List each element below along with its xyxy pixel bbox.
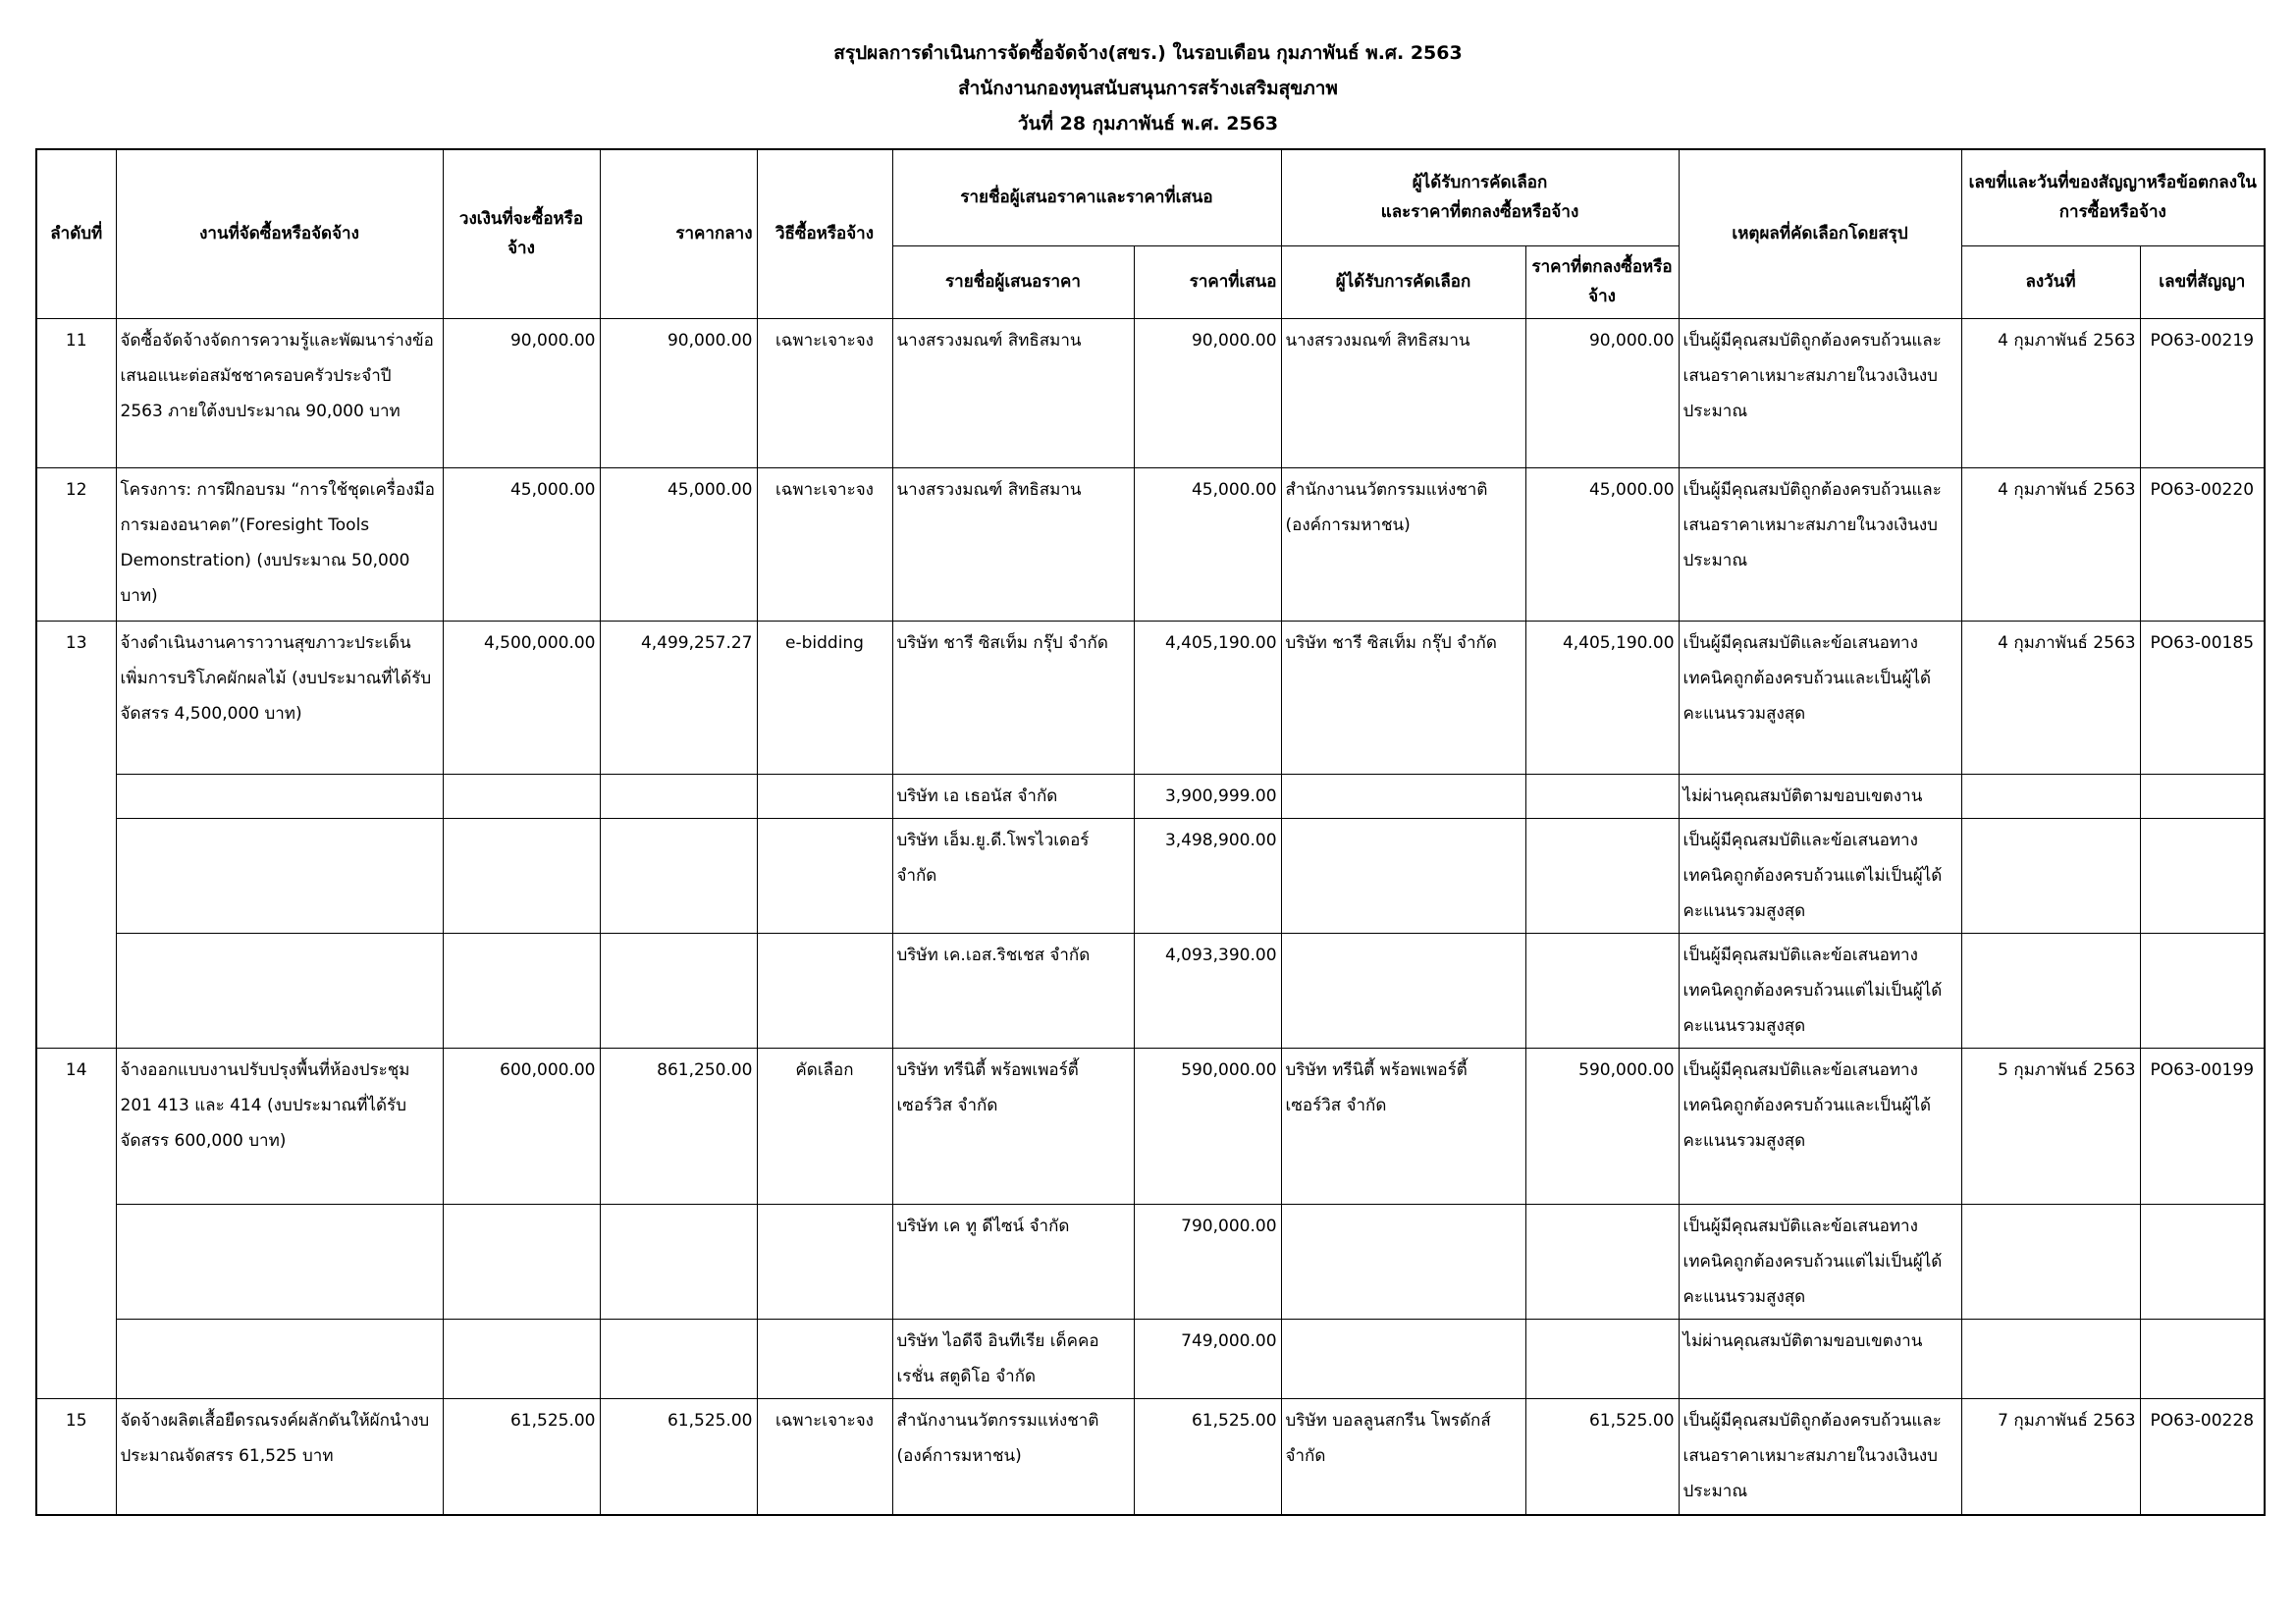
header-contract-no: เลขที่สัญญา xyxy=(2140,245,2265,318)
cell-contract xyxy=(2140,1204,2265,1319)
cell-agreed xyxy=(1525,774,1679,818)
cell-no xyxy=(36,818,116,933)
cell-selected: บริษัท ชารี ซิสเท็ม กรุ๊ป จำกัด xyxy=(1281,621,1525,774)
document-header xyxy=(0,35,2296,141)
cell-bid: 790,000.00 xyxy=(1134,1204,1281,1319)
cell-reason: เป็นผู้มีคุณสมบัติและข้อเสนอทางเทคนิคถูกต้องครบถ้วนแต่ไม่เป็นผู้ได้คะแนนรวมสูงสุด xyxy=(1679,933,1961,1048)
cell-bidder: บริษัท ทรีนิตี้ พร้อพเพอร์ตี้ เซอร์วิส จำกัด xyxy=(892,1048,1134,1204)
cell-reason: เป็นผู้มีคุณสมบัติถูกต้องครบถ้วนและเสนอราคาเหมาะสมภายในวงเงินงบประมาณ xyxy=(1679,1398,1961,1515)
cell-budget xyxy=(443,1204,600,1319)
table-row xyxy=(36,621,2265,774)
cell-bidder: บริษัท เค ทู ดีไซน์ จำกัด xyxy=(892,1204,1134,1319)
cell-median xyxy=(600,1319,757,1398)
cell-budget xyxy=(443,1319,600,1398)
cell-reason: เป็นผู้มีคุณสมบัติถูกต้องครบถ้วนและเสนอราคาเหมาะสมภายในวงเงินงบประมาณ xyxy=(1679,467,1961,621)
cell-selected xyxy=(1281,774,1525,818)
table-row xyxy=(36,1398,2265,1515)
cell-median xyxy=(600,933,757,1048)
procurement-table xyxy=(35,148,2266,1516)
cell-method: เฉพาะเจาะจง xyxy=(757,467,892,621)
header-work: งานที่จัดซื้อหรือจัดจ้าง xyxy=(116,149,443,318)
table-row xyxy=(36,1319,2265,1398)
cell-median: 45,000.00 xyxy=(600,467,757,621)
cell-agreed xyxy=(1525,933,1679,1048)
table-row xyxy=(36,318,2265,467)
cell-bidder: นางสรวงมณฑ์ สิทธิสมาน xyxy=(892,467,1134,621)
cell-method xyxy=(757,774,892,818)
cell-work: จัดซื้อจัดจ้างจัดการความรู้และพัฒนาร่างข้อเสนอแนะต่อสมัชชาครอบครัวประจำปี 2563 ภายใต้งบประมาณ 90,000 บาท xyxy=(116,318,443,467)
document-title: สรุปผลการดำเนินการจัดซื้อจัดจ้าง(สขร.) ในรอบเดือน กุมภาพันธ์ พ.ศ. 2563 xyxy=(833,42,1463,64)
cell-reason: เป็นผู้มีคุณสมบัติและข้อเสนอทางเทคนิคถูกต้องครบถ้วนและเป็นผู้ได้คะแนนรวมสูงสุด xyxy=(1679,1048,1961,1204)
cell-method: คัดเลือก xyxy=(757,1048,892,1204)
cell-median xyxy=(600,774,757,818)
cell-contract: PO63-00228 xyxy=(2140,1398,2265,1515)
cell-contract: PO63-00219 xyxy=(2140,318,2265,467)
cell-method xyxy=(757,933,892,1048)
cell-date: 7 กุมภาพันธ์ 2563 xyxy=(1961,1398,2140,1515)
cell-method xyxy=(757,1319,892,1398)
cell-date: 4 กุมภาพันธ์ 2563 xyxy=(1961,318,2140,467)
cell-agreed: 45,000.00 xyxy=(1525,467,1679,621)
document-date: วันที่ 28 กุมภาพันธ์ พ.ศ. 2563 xyxy=(1017,113,1279,135)
table-header xyxy=(36,149,2265,318)
cell-bidder: บริษัท เอ็ม.ยู.ดี.โพรไวเดอร์ จำกัด xyxy=(892,818,1134,933)
cell-bid: 4,405,190.00 xyxy=(1134,621,1281,774)
cell-median: 61,525.00 xyxy=(600,1398,757,1515)
cell-bidder: สำนักงานนวัตกรรมแห่งชาติ (องค์การมหาชน) xyxy=(892,1398,1134,1515)
organization-name: สำนักงานกองทุนสนับสนุนการสร้างเสริมสุขภาพ xyxy=(958,78,1338,99)
cell-date xyxy=(1961,1319,2140,1398)
cell-contract xyxy=(2140,1319,2265,1398)
cell-reason: เป็นผู้มีคุณสมบัติและข้อเสนอทางเทคนิคถูกต้องครบถ้วนและเป็นผู้ได้คะแนนรวมสูงสุด xyxy=(1679,621,1961,774)
cell-date xyxy=(1961,774,2140,818)
cell-median: 861,250.00 xyxy=(600,1048,757,1204)
cell-contract: PO63-00220 xyxy=(2140,467,2265,621)
header-method: วิธีซื้อหรือจ้าง xyxy=(757,149,892,318)
cell-contract: PO63-00199 xyxy=(2140,1048,2265,1204)
cell-bidder: บริษัท ชารี ซิสเท็ม กรุ๊ป จำกัด xyxy=(892,621,1134,774)
cell-date: 5 กุมภาพันธ์ 2563 xyxy=(1961,1048,2140,1204)
cell-method: e-bidding xyxy=(757,621,892,774)
cell-agreed xyxy=(1525,1204,1679,1319)
cell-reason: เป็นผู้มีคุณสมบัติและข้อเสนอทางเทคนิคถูกต้องครบถ้วนแต่ไม่เป็นผู้ได้คะแนนรวมสูงสุด xyxy=(1679,1204,1961,1319)
header-contract-group: เลขที่และวันที่ของสัญญาหรือข้อตกลงในการซื้อหรือจ้าง xyxy=(1961,149,2265,245)
cell-agreed xyxy=(1525,1319,1679,1398)
cell-bidder: นางสรวงมณฑ์ สิทธิสมาน xyxy=(892,318,1134,467)
cell-work: จัดจ้างผลิตเสื้อยืดรณรงค์ผลักดันให้ผักนำงบประมาณจัดสรร 61,525 บาท xyxy=(116,1398,443,1515)
cell-budget: 90,000.00 xyxy=(443,318,600,467)
procurement-table-container xyxy=(35,148,2264,1516)
cell-method: เฉพาะเจาะจง xyxy=(757,318,892,467)
cell-selected: นางสรวงมณฑ์ สิทธิสมาน xyxy=(1281,318,1525,467)
cell-work xyxy=(116,774,443,818)
table-row xyxy=(36,933,2265,1048)
cell-agreed: 90,000.00 xyxy=(1525,318,1679,467)
table-row xyxy=(36,1048,2265,1204)
cell-bid: 3,498,900.00 xyxy=(1134,818,1281,933)
cell-selected: สำนักงานนวัตกรรมแห่งชาติ (องค์การมหาชน) xyxy=(1281,467,1525,621)
cell-budget: 4,500,000.00 xyxy=(443,621,600,774)
cell-no: 12 xyxy=(36,467,116,621)
cell-budget: 45,000.00 xyxy=(443,467,600,621)
cell-method xyxy=(757,1204,892,1319)
header-selected-name: ผู้ได้รับการคัดเลือก xyxy=(1281,245,1525,318)
cell-bid: 749,000.00 xyxy=(1134,1319,1281,1398)
cell-agreed xyxy=(1525,818,1679,933)
cell-median xyxy=(600,1204,757,1319)
cell-no: 11 xyxy=(36,318,116,467)
header-median: ราคากลาง xyxy=(600,149,757,318)
table-row xyxy=(36,1204,2265,1319)
cell-work xyxy=(116,933,443,1048)
cell-selected xyxy=(1281,818,1525,933)
cell-contract: PO63-00185 xyxy=(2140,621,2265,774)
cell-date: 4 กุมภาพันธ์ 2563 xyxy=(1961,621,2140,774)
cell-work xyxy=(116,1204,443,1319)
table-row xyxy=(36,818,2265,933)
cell-no xyxy=(36,1319,116,1398)
cell-reason: เป็นผู้มีคุณสมบัติและข้อเสนอทางเทคนิคถูกต้องครบถ้วนแต่ไม่เป็นผู้ได้คะแนนรวมสูงสุด xyxy=(1679,818,1961,933)
cell-median xyxy=(600,818,757,933)
header-bid-price: ราคาที่เสนอ xyxy=(1134,245,1281,318)
cell-work xyxy=(116,818,443,933)
cell-bid: 45,000.00 xyxy=(1134,467,1281,621)
cell-bid: 4,093,390.00 xyxy=(1134,933,1281,1048)
cell-no xyxy=(36,774,116,818)
cell-selected: บริษัท บอลลูนสกรีน โพรดักส์ จำกัด xyxy=(1281,1398,1525,1515)
cell-reason: ไม่ผ่านคุณสมบัติตามขอบเขตงาน xyxy=(1679,774,1961,818)
cell-method: เฉพาะเจาะจง xyxy=(757,1398,892,1515)
cell-date: 4 กุมภาพันธ์ 2563 xyxy=(1961,467,2140,621)
cell-work: โครงการ: การฝึกอบรม “การใช้ชุดเครื่องมือการมองอนาคต”(Foresight Tools Demonstration) (งบประมาณ 50,000 บาท) xyxy=(116,467,443,621)
cell-reason: เป็นผู้มีคุณสมบัติถูกต้องครบถ้วนและเสนอราคาเหมาะสมภายในวงเงินงบประมาณ xyxy=(1679,318,1961,467)
cell-bidder: บริษัท ไอดีจี อินทีเรีย เด็คคอเรชั่น สตูดิโอ จำกัด xyxy=(892,1319,1134,1398)
cell-bid: 61,525.00 xyxy=(1134,1398,1281,1515)
table-row xyxy=(36,774,2265,818)
cell-bid: 90,000.00 xyxy=(1134,318,1281,467)
cell-no: 13 xyxy=(36,621,116,774)
cell-bidder: บริษัท เอ เธอนัส จำกัด xyxy=(892,774,1134,818)
cell-no xyxy=(36,933,116,1048)
header-bidder-name: รายชื่อผู้เสนอราคา xyxy=(892,245,1134,318)
cell-budget xyxy=(443,818,600,933)
cell-reason: ไม่ผ่านคุณสมบัติตามขอบเขตงาน xyxy=(1679,1319,1961,1398)
table-body xyxy=(36,318,2265,1515)
cell-contract xyxy=(2140,774,2265,818)
cell-selected: บริษัท ทรีนิตี้ พร้อพเพอร์ตี้ เซอร์วิส จำกัด xyxy=(1281,1048,1525,1204)
cell-no xyxy=(36,1204,116,1319)
cell-agreed: 590,000.00 xyxy=(1525,1048,1679,1204)
cell-method xyxy=(757,818,892,933)
cell-bid: 3,900,999.00 xyxy=(1134,774,1281,818)
cell-no: 14 xyxy=(36,1048,116,1204)
cell-selected xyxy=(1281,933,1525,1048)
header-no: ลำดับที่ xyxy=(36,149,116,318)
cell-work: จ้างดำเนินงานคาราวานสุขภาวะประเด็นเพิ่มการบริโภคผักผลไม้ (งบประมาณที่ได้รับจัดสรร 4,500,000 บาท) xyxy=(116,621,443,774)
cell-budget xyxy=(443,933,600,1048)
cell-contract xyxy=(2140,818,2265,933)
cell-work xyxy=(116,1319,443,1398)
cell-budget: 600,000.00 xyxy=(443,1048,600,1204)
header-selected-group-line1: ผู้ได้รับการคัดเลือก xyxy=(1412,173,1548,193)
cell-selected xyxy=(1281,1319,1525,1398)
header-bidders-group: รายชื่อผู้เสนอราคาและราคาที่เสนอ xyxy=(892,149,1281,245)
cell-budget: 61,525.00 xyxy=(443,1398,600,1515)
cell-selected xyxy=(1281,1204,1525,1319)
cell-work: จ้างออกแบบงานปรับปรุงพื้นที่ห้องประชุม 201 413 และ 414 (งบประมาณที่ได้รับจัดสรร 600,000 บาท) xyxy=(116,1048,443,1204)
header-date: ลงวันที่ xyxy=(1961,245,2140,318)
cell-contract xyxy=(2140,933,2265,1048)
cell-date xyxy=(1961,818,2140,933)
table-row xyxy=(36,467,2265,621)
cell-median: 4,499,257.27 xyxy=(600,621,757,774)
cell-date xyxy=(1961,1204,2140,1319)
header-selected-group xyxy=(1281,149,1679,245)
cell-median: 90,000.00 xyxy=(600,318,757,467)
cell-agreed: 61,525.00 xyxy=(1525,1398,1679,1515)
cell-no: 15 xyxy=(36,1398,116,1515)
cell-budget xyxy=(443,774,600,818)
header-reason: เหตุผลที่คัดเลือกโดยสรุป xyxy=(1679,149,1961,318)
cell-agreed: 4,405,190.00 xyxy=(1525,621,1679,774)
header-agreed-price: ราคาที่ตกลงซื้อหรือจ้าง xyxy=(1525,245,1679,318)
cell-bidder: บริษัท เค.เอส.ริชเชส จำกัด xyxy=(892,933,1134,1048)
header-budget: วงเงินที่จะซื้อหรือจ้าง xyxy=(443,149,600,318)
cell-bid: 590,000.00 xyxy=(1134,1048,1281,1204)
header-selected-group-line2: และราคาที่ตกลงซื้อหรือจ้าง xyxy=(1380,202,1579,223)
cell-date xyxy=(1961,933,2140,1048)
